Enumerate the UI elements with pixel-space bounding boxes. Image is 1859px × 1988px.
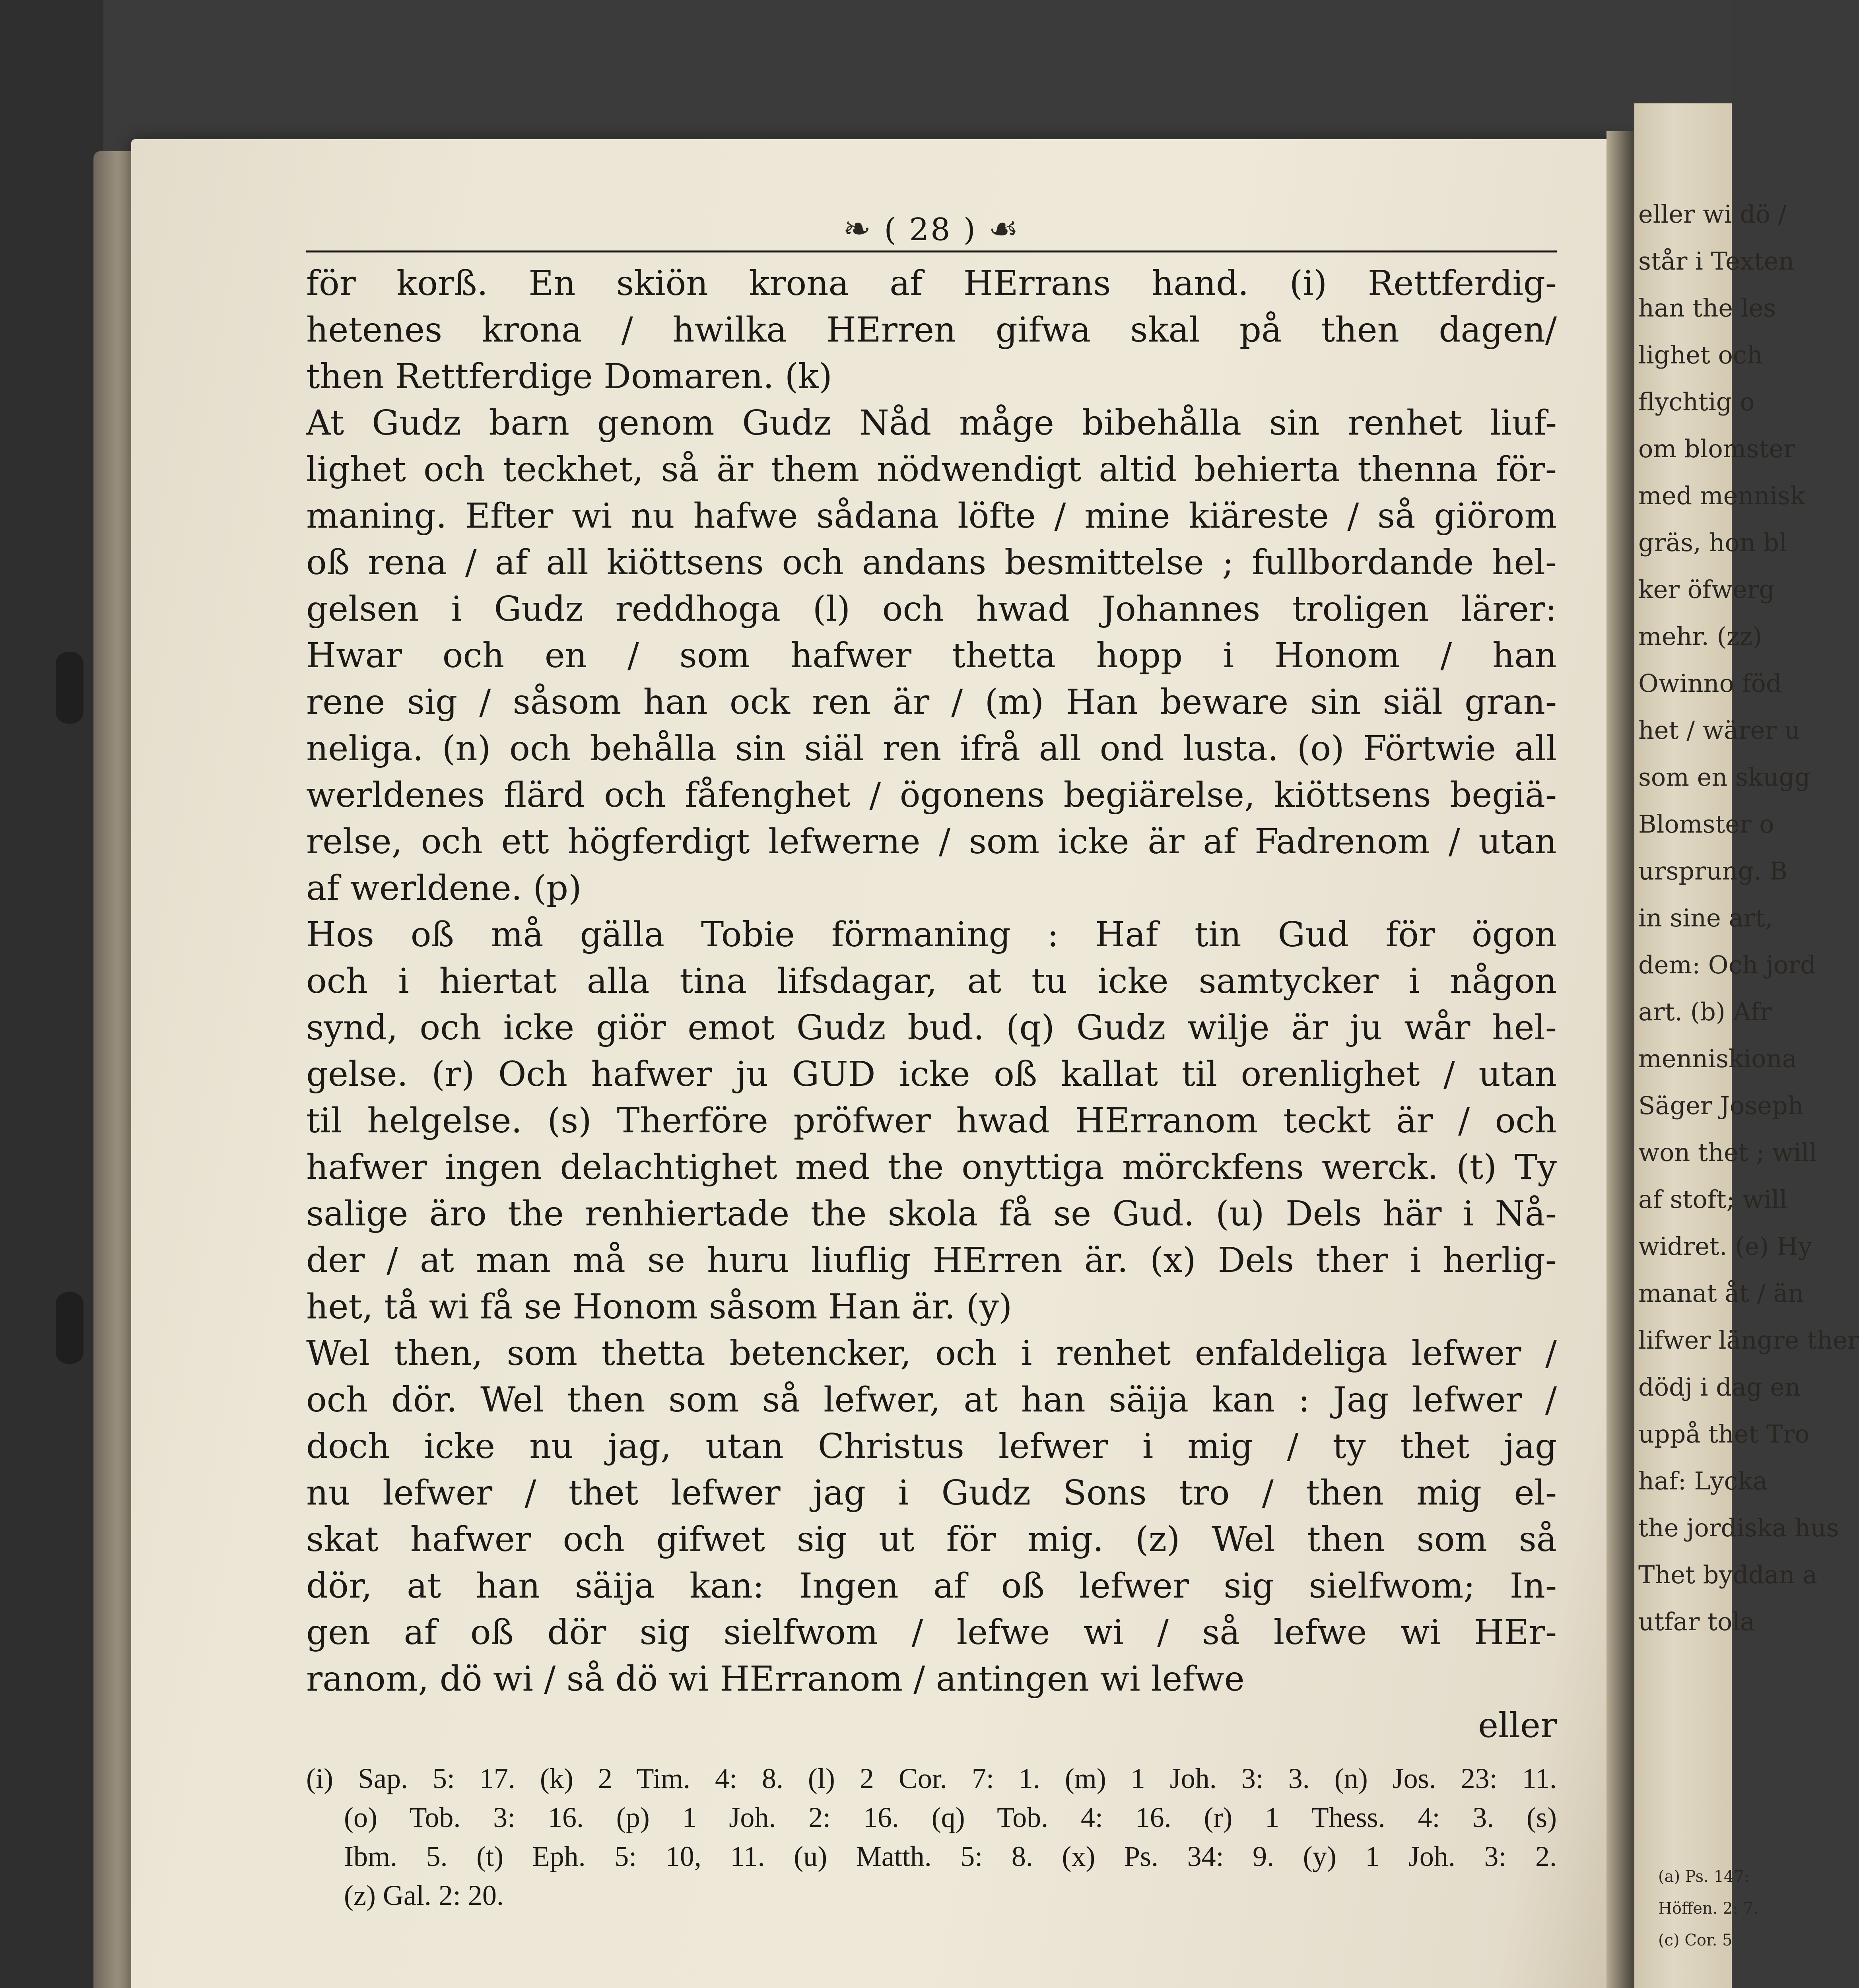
text-line: Hwar och en / som hafwer thetta hopp i Honom / han [306, 636, 1557, 676]
text-line: maning. Efter wi nu hafwe sådana löfte / mine kiäreste / så giörom [306, 496, 1557, 536]
right-page-line: dödj i dag en [1638, 1373, 1801, 1402]
text-line: gelse. (r) Och hafwer ju GUD icke oß kallat til orenlighet / utan [306, 1054, 1557, 1094]
footnote-line: (i) Sap. 5: 17. (k) 2 Tim. 4: 8. (l) 2 Cor. 7: 1. (m) 1 Joh. 3: 3. (n) Jos. 23: 11. [306, 1763, 1557, 1794]
right-page-line: lifwer längre ther [1638, 1326, 1859, 1355]
right-page-line: ker öfwerg [1638, 575, 1775, 604]
right-page-line: Blomster o [1638, 810, 1774, 839]
right-page-line: flychtig o [1638, 387, 1755, 416]
right-page-line: ursprung. B [1638, 856, 1788, 885]
footnote-line: (o) Tob. 3: 16. (p) 1 Joh. 2: 16. (q) Tob. 4: 16. (r) 1 Thess. 4: 3. (s) [344, 1802, 1557, 1833]
text-line: til helgelse. (s) Therföre pröfwer hwad HErranom teckt är / och [306, 1101, 1557, 1141]
right-page-line: het / wärer u [1638, 716, 1801, 745]
right-page-note: (a) Ps. 147: [1658, 1868, 1750, 1886]
header-ornament-left-icon: ❧ [843, 209, 873, 248]
text-line: then Rettferdige Domaren. (k) [306, 357, 832, 396]
text-line: werldenes flärd och fåfenghet / ögonens begiärelse, kiöttsens begiä- [306, 775, 1557, 815]
text-line: relse, och ett högferdigt lefwerne / som icke är af Fadrenom / utan [306, 822, 1557, 862]
page-content [306, 207, 1557, 1915]
right-page-line: art. (b) Afr [1638, 997, 1772, 1026]
text-line: lighet och teckhet, så är them nödwendigt altid behierta thenna för- [306, 450, 1557, 489]
right-page-line: han the les [1638, 293, 1776, 322]
right-page-line: utfar tola [1638, 1607, 1755, 1636]
text-line: Hos oß må gälla Tobie förmaning : Haf tin Gud för ögon [306, 915, 1557, 955]
right-page-line: in sine art, [1638, 903, 1773, 932]
text-line: At Gudz barn genom Gudz Nåd måge bibehålla sin renhet liuf- [306, 403, 1557, 443]
right-page-line: widret. (e) Hy [1638, 1232, 1812, 1261]
text-line: gen af oß dör sig sielfwom / lefwe wi / så lefwe wi HEr- [306, 1613, 1557, 1652]
text-line: rene sig / såsom han ock ren är / (m) Han beware sin siäl gran- [306, 682, 1557, 722]
right-page-footnotes [1658, 1861, 1758, 1956]
text-line: oß rena / af all kiöttsens och andans besmittelse ; fullbordande hel- [306, 543, 1557, 582]
header-rule [306, 250, 1557, 256]
header-ornament-right-icon: ☙ [988, 209, 1020, 248]
right-page-line: står i Texten [1638, 247, 1795, 276]
book-clip-lower [56, 1292, 84, 1364]
footnote-line: Ibm. 5. (t) Eph. 5: 10, 11. (u) Matth. 5: 8. (x) Ps. 34: 9. (y) 1 Joh. 3: 2. [344, 1840, 1557, 1872]
text-line: och dör. Wel then som så lefwer, at han säija kan : Jag lefwer / [306, 1380, 1557, 1420]
right-page-line: manat åt / än [1638, 1279, 1804, 1308]
right-page-line: the jordiska hus [1638, 1513, 1839, 1542]
text-line: dör, at han säija kan: Ingen af oß lefwer sig sielfwom; In- [306, 1566, 1557, 1606]
right-page-line: Owinno föd [1638, 669, 1782, 698]
right-page-text [1638, 191, 1859, 1645]
body-text [306, 260, 1557, 1703]
right-page-line: uppå thet Tro [1638, 1419, 1810, 1448]
right-page-line: Thet byddan a [1638, 1560, 1818, 1589]
page-number: ( 28 ) [884, 212, 977, 248]
right-page-line: won thet ; will [1638, 1138, 1817, 1167]
footnote-line: (z) Gal. 2: 20. [344, 1879, 504, 1911]
text-line: nu lefwer / thet lefwer jag i Gudz Sons tro / then mig el- [306, 1473, 1557, 1513]
right-page-line: dem: Och jord [1638, 950, 1816, 979]
right-page-line: eller wi dö / [1638, 200, 1787, 229]
background-left [0, 0, 103, 1988]
footnotes [306, 1759, 1557, 1915]
text-line: ranom, dö wi / så dö wi HErranom / antingen wi lefwe [306, 1659, 1245, 1699]
text-line: hafwer ingen delachtighet med the onyttiga mörckfens werck. (t) Ty [306, 1147, 1557, 1187]
text-line: och i hiertat alla tina lifsdagar, at tu icke samtycker i någon [306, 961, 1557, 1001]
right-page-note: (c) Cor. 5 [1658, 1931, 1733, 1949]
text-line: af werldene. (p) [306, 868, 582, 908]
book-clip-upper [56, 652, 84, 724]
text-line: för korß. En skiön krona af HErrans hand. (i) Rettferdig- [306, 264, 1557, 303]
right-page-line: med mennisk [1638, 481, 1805, 510]
text-line: het, tå wi få se Honom såsom Han är. (y) [306, 1287, 1012, 1327]
page-header [306, 207, 1557, 250]
right-page-line: af stoft; will [1638, 1185, 1787, 1214]
right-page-note: Höffen. 2: 7. [1658, 1899, 1759, 1918]
right-page-line: Säger Joseph [1638, 1091, 1804, 1120]
right-page-line: menniskiona [1638, 1044, 1797, 1073]
right-page-fragment [1634, 103, 1859, 1988]
text-line: hetenes krona / hwilka HErren gifwa skal på then dagen/ [306, 310, 1557, 350]
text-line: Wel then, som thetta betencker, och i renhet enfaldeliga lefwer / [306, 1334, 1557, 1373]
text-line: neliga. (n) och behålla sin siäl ren ifrå all ond lusta. (o) Förtwie all [306, 729, 1557, 769]
right-page-line: gräs, hon bl [1638, 528, 1787, 557]
text-line: skat hafwer och gifwet sig ut för mig. (z) Wel then som så [306, 1520, 1557, 1559]
text-line: salige äro the renhiertade the skola få se Gud. (u) Dels här i Nå- [306, 1194, 1557, 1234]
right-page-line: om blomster [1638, 434, 1795, 463]
right-page-line: lighet och [1638, 340, 1763, 369]
right-page-line: mehr. (zz) [1638, 622, 1762, 651]
catchword: eller [1478, 1706, 1557, 1745]
text-line: synd, och icke giör emot Gudz bud. (q) Gudz wilje är ju wår hel- [306, 1008, 1557, 1048]
right-page-line: som en skugg [1638, 763, 1810, 792]
text-line: doch icke nu jag, utan Christus lefwer i mig / ty thet jag [306, 1427, 1557, 1466]
right-page-line: haf: Lycka [1638, 1466, 1768, 1495]
text-line: gelsen i Gudz reddhoga (l) och hwad Johannes troligen lärer: [306, 589, 1557, 629]
text-line: der / at man må se huru liuflig HErren är. (x) Dels ther i herlig- [306, 1241, 1557, 1280]
